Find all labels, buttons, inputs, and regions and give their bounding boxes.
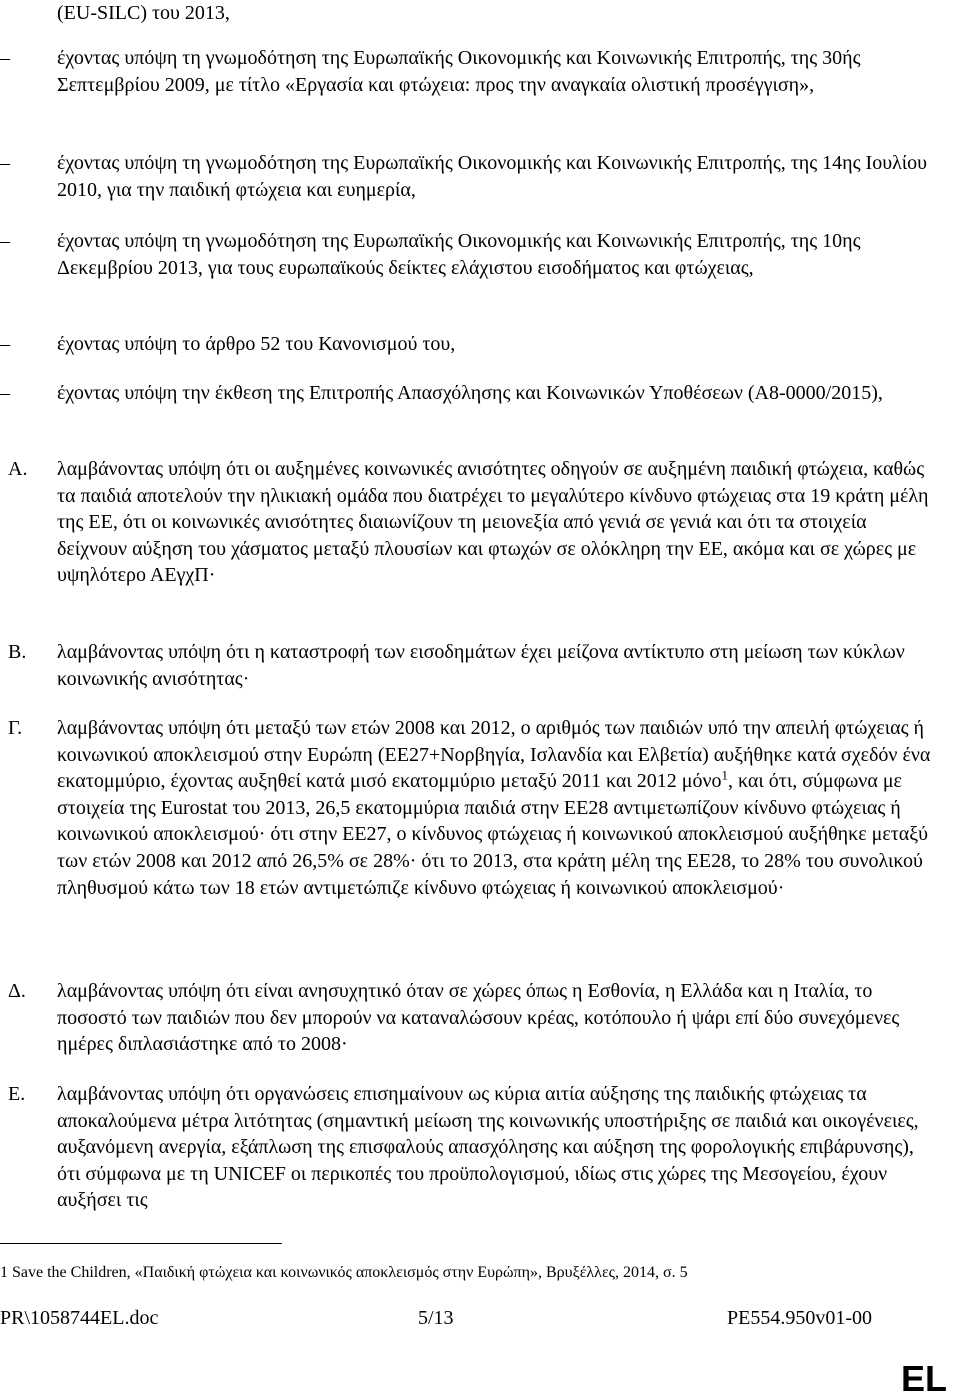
citation-item: έχοντας υπόψη τη γνωμοδότηση της Ευρωπαϊκής Οικονομικής και Κοινωνικής Επιτροπής, της 30ής Σεπτεμβρίου 2009, με τίτλο «Εργασία και φτώχεια: προς την αναγκαία ολιστική προσέγγιση», bbox=[57, 47, 861, 96]
recital-marker: Δ. bbox=[8, 980, 26, 1002]
recital-marker: E. bbox=[8, 1083, 26, 1105]
footer-page-number: 5/13 bbox=[418, 1307, 454, 1329]
recital-text bbox=[57, 715, 937, 901]
recital-text-part: λαμβάνοντας υπόψη ότι μεταξύ των ετών 2008 και 2012, ο αριθμός των παιδιών υπό την απειλή φτώχειας ή κοινωνικού αποκλεισμού στην Ευρώπη (ΕΕ27+Νορβηγία, Ισλανδία και Ελβετία) αυξήθηκε κατά σχεδόν ένα εκατομμύριο, έχοντας αυξηθεί κατά μισό εκατομμύριο μεταξύ 2011 και 2012 μόνο bbox=[57, 717, 931, 793]
recital-text-part: , και ότι, σύμφωνα με στοιχεία της Eurostat του 2013, 26,5 εκατομμύρια παιδιά στην ΕΕ28 αντιμετωπίζουν κίνδυνο φτώχειας ή κοινωνικού αποκλεισμού· ότι στην ΕΕ27, ο κίνδυνος φτώχειας ή κοινωνικού αποκλεισμού αυξήθηκε μεταξύ των ετών 2008 και 2012 από 26,5% σε 28%· ότι το 2013, στα κράτη μέλη της ΕΕ28, το 28% του συνολικού πληθυσμού κάτω των 18 ετών αντιμετώπιζε κίνδυνο φτώχειας ή κοινωνικού αποκλεισμού· bbox=[57, 770, 929, 899]
footnote-separator bbox=[0, 1243, 282, 1244]
footer-doc-ref: PR\1058744EL.doc bbox=[0, 1307, 159, 1329]
recital-text: λαμβάνοντας υπόψη ότι είναι ανησυχητικό όταν σε χώρες όπως η Εσθονία, η Ελλάδα και η Ιταλία, το ποσοστό των παιδιών που δεν μπορούν να καταναλώσουν κρέας, κοτόπουλο ή ψάρι επί δύο συνεχόμενες ημέρες διπλασιάστηκε από το 2008· bbox=[57, 980, 900, 1056]
recital-text: λαμβάνοντας υπόψη ότι η καταστροφή των εισοδημάτων έχει μείζονα αντίκτυπο στη μείωση των κύκλων κοινωνικής ανισότητας· bbox=[57, 641, 905, 690]
dash-marker: – bbox=[0, 382, 10, 404]
dash-marker: – bbox=[0, 152, 10, 174]
recital-marker: Γ. bbox=[8, 717, 23, 739]
recital-marker: B. bbox=[8, 641, 27, 663]
citation-item: έχοντας υπόψη το άρθρο 52 του Κανονισμού του, bbox=[57, 333, 456, 355]
dash-marker: – bbox=[0, 333, 10, 355]
footer-pe-number: PE554.950v01-00 bbox=[727, 1307, 872, 1329]
citation-item: έχοντας υπόψη την έκθεση της Επιτροπής Απασχόλησης και Κοινωνικών Υποθέσεων (A8-0000/2015), bbox=[57, 382, 883, 404]
recital-text: λαμβάνοντας υπόψη ότι οι αυξημένες κοινωνικές ανισότητες οδηγούν σε αυξημένη παιδική φτώχεια, καθώς τα παιδιά αποτελούν την ηλικιακή ομάδα που διατρέχει το μεγαλύτερο κίνδυνο φτώχειας στα 19 κράτη μέλη της ΕΕ, ότι οι κοινωνικές ανισότητες διαιωνίζουν τη μειονεξία από γενιά σε γενιά και ότι τα στοιχεία δείχνουν αύξηση του χάσματος μεταξύ πλουσίων και φτωχών σε ολόκληρη την ΕΕ, ακόμα και σε χώρες με υψηλότερο ΑΕγχΠ· bbox=[57, 458, 929, 587]
citation-item: έχοντας υπόψη τη γνωμοδότηση της Ευρωπαϊκής Οικονομικής και Κοινωνικής Επιτροπής, της 14ης Ιουλίου 2010, για την παιδική φτώχεια και ευημερία, bbox=[57, 152, 928, 201]
footnote: 1 Save the Children, «Παιδική φτώχεια και κοινωνικός αποκλεισμός στην Ευρώπη», Βρυξέλλες, 2014, σ. 5 bbox=[0, 1264, 688, 1281]
recital-marker: A. bbox=[8, 458, 28, 480]
dash-marker: – bbox=[0, 47, 10, 69]
dash-marker: – bbox=[0, 230, 10, 252]
continuation-line: (EU-SILC) του 2013, bbox=[57, 2, 230, 24]
footnote-reference: 1 bbox=[721, 767, 729, 783]
language-badge: EL bbox=[901, 1358, 948, 1399]
citation-item: έχοντας υπόψη τη γνωμοδότηση της Ευρωπαϊκής Οικονομικής και Κοινωνικής Επιτροπής, της 10ης Δεκεμβρίου 2013, για τους ευρωπαϊκούς δείκτες ελάχιστου εισοδήματος και φτώχειας, bbox=[57, 230, 861, 279]
recital-text: λαμβάνοντας υπόψη ότι οργανώσεις επισημαίνουν ως κύρια αιτία αύξησης της παιδικής φτώχειας τα αποκαλούμενα μέτρα λιτότητας (σημαντική μείωση της κοινωνικής υποστήριξης σε παιδιά και οικογένειες, αυξανόμενη ανεργία, εξάπλωση της επισφαλούς απασχόλησης και αύξηση της φορολογικής επιβάρυνσης), ότι σύμφωνα με τη UNICEF οι περικοπές του προϋπολογισμού, ιδίως στις χώρες της Μεσογείου, έχουν αυξήσει τις bbox=[57, 1083, 919, 1212]
